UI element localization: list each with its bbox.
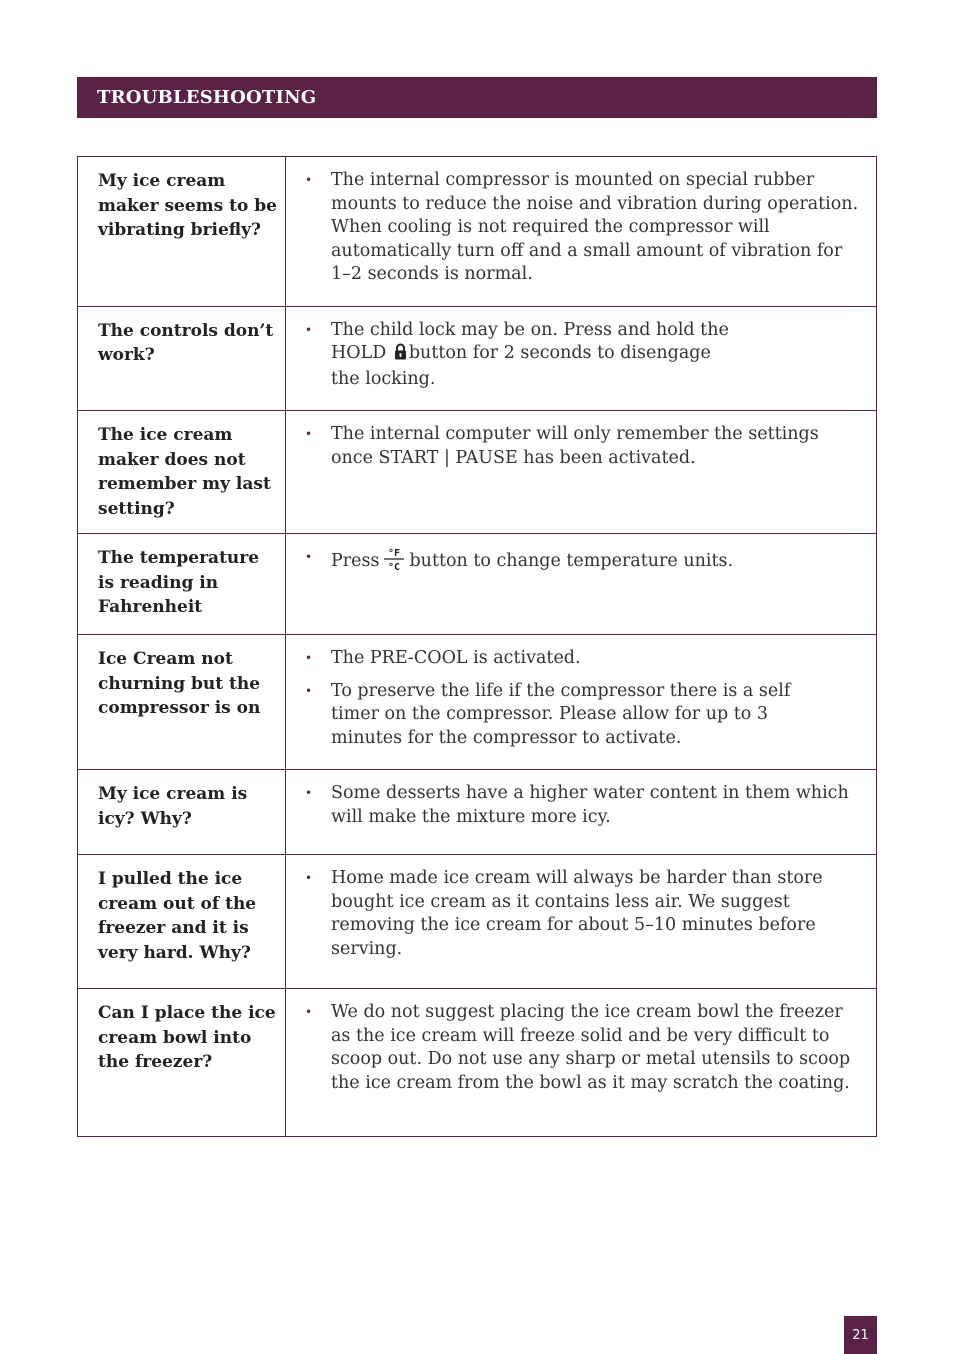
question-cell: I pulled the ice cream out of the freezer and it is very hard. Why? <box>78 855 286 989</box>
press-text: Press <box>331 551 380 571</box>
answer-cell <box>286 635 877 770</box>
question-cell: The temperature is reading in Fahrenheit <box>78 534 286 635</box>
table-row <box>78 635 877 770</box>
question-cell: The ice cream maker does not remember my last setting? <box>78 411 286 534</box>
table-row <box>78 534 877 635</box>
table-row <box>78 306 877 411</box>
answer-item: • The PRE-COOL is activated. <box>286 647 866 671</box>
press-after-text: button to change temperature units. <box>409 551 734 571</box>
page-number: 21 <box>844 1316 877 1354</box>
table-row <box>78 770 877 855</box>
lock-icon <box>394 343 407 368</box>
answer-cell <box>286 855 877 989</box>
answer-item: • The internal compressor is mounted on special rubber mounts to reduce the noise and vibration during operation. When cooling is not required the compressor will automatically turn off and a small amount of vibration for 1–2 seconds is normal. <box>286 169 866 287</box>
question-cell: The controls don’t work? <box>78 306 286 411</box>
question-cell: My ice cream is icy? Why? <box>78 770 286 855</box>
answer-cell <box>286 770 877 855</box>
answer-cell <box>286 534 877 635</box>
table-row <box>78 855 877 989</box>
section-header <box>77 77 877 118</box>
answer-cell <box>286 411 877 534</box>
answer-item: • Home made ice cream will always be harder than store bought ice cream as it contains less air. We suggest removing the ice cream for about 5–10 minutes before serving. <box>286 867 866 961</box>
answer-item: • The internal computer will only remember the settings once START | PAUSE has been activated. <box>286 423 866 470</box>
table-row <box>78 157 877 307</box>
answer-cell <box>286 989 877 1137</box>
answer-cell <box>286 157 877 307</box>
troubleshooting-table <box>77 156 877 1137</box>
svg-text:°F: °F <box>388 548 401 559</box>
answer-item <box>286 546 866 580</box>
table-row <box>78 411 877 534</box>
answer-text: The child lock may be on. Press and hold the <box>331 319 729 340</box>
section-title: TROUBLESHOOTING <box>97 87 317 108</box>
question-cell: Can I place the ice cream bowl into the freezer? <box>78 989 286 1137</box>
answer-item: • Some desserts have a higher water content in them which will make the mixture more icy. <box>286 782 866 829</box>
hold-after-text: button for 2 seconds to disengage <box>408 343 711 363</box>
hold-label: HOLD <box>331 343 387 363</box>
svg-text:°C: °C <box>388 562 401 572</box>
hold-tail-text: the locking. <box>331 368 436 389</box>
fahrenheit-celsius-icon <box>383 546 405 580</box>
answer-cell <box>286 306 877 411</box>
table-row <box>78 989 877 1137</box>
answer-item: • To preserve the life if the compressor there is a self timer on the compressor. Please allow for up to 3 minutes for the compressor to activate. <box>286 680 866 751</box>
question-cell: My ice cream maker seems to be vibrating briefly? <box>78 157 286 307</box>
answer-item: • We do not suggest placing the ice cream bowl the freezer as the ice cream will freeze solid and be very difficult to scoop out. Do not use any sharp or metal utensils to scoop the ice cream from the bowl as it may scratch the coating. <box>286 1001 866 1095</box>
question-cell: Ice Cream not churning but the compressor is on <box>78 635 286 770</box>
answer-item <box>286 319 731 392</box>
